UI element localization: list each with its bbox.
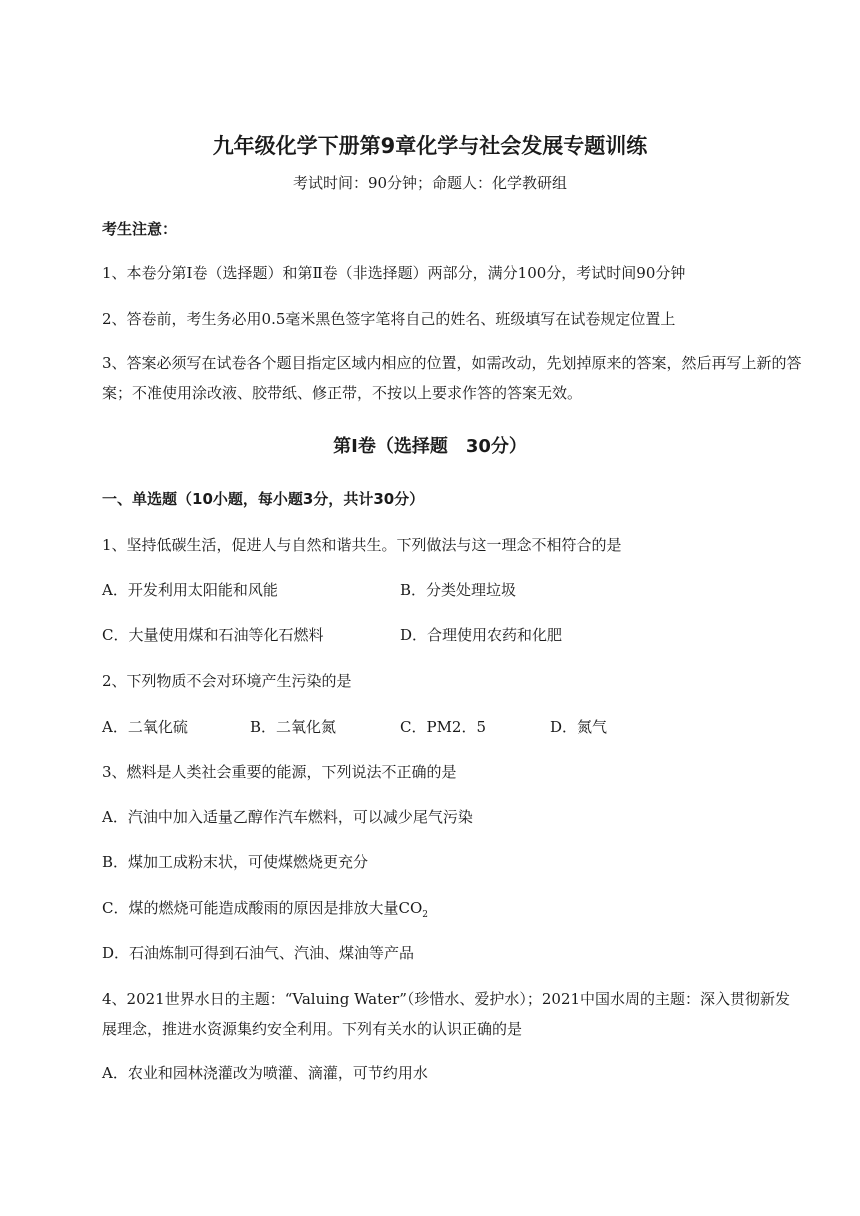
question-3-option-c-text: C．煤的燃烧可能造成酸雨的原因是排放大量CO [102, 899, 423, 917]
question-2-option-c: C．PM2．5 [400, 718, 487, 736]
co2-subscript: 2 [422, 910, 428, 920]
question-3-option-a: A．汽油中加入适量乙醇作汽车燃料，可以减少尾气污染 [102, 808, 473, 826]
question-4-stem: 4、2021世界水日的主题：“Valuing Water”（珍惜水、爱护水）；2021中国水周的主题：深入贯彻新发展理念，推进水资源集约安全利用。下列有关水的认识正确的是 [102, 990, 791, 1038]
question-2-option-a: A．二氧化硫 [102, 718, 188, 736]
question-3-stem: 3、燃料是人类社会重要的能源，下列说法不正确的是 [102, 763, 457, 781]
notice-item-1: 1、本卷分第Ⅰ卷（选择题）和第Ⅱ卷（非选择题）两部分，满分100分，考试时间90分钟 [102, 264, 686, 282]
question-1-stem: 1、坚持低碳生活，促进人与自然和谐共生。下列做法与这一理念不相符合的是 [102, 536, 622, 554]
question-1-option-a: A．开发利用太阳能和风能 [102, 581, 278, 599]
notice-item-2: 2、答卷前，考生务必用0.5毫米黑色签字笔将自己的姓名、班级填写在试卷规定位置上 [102, 310, 676, 328]
question-3-option-d: D．石油炼制可得到石油气、汽油、煤油等产品 [102, 944, 415, 962]
notice-heading: 考生注意： [102, 220, 178, 238]
question-1-option-b: B．分类处理垃圾 [400, 581, 517, 599]
question-3-option-b: B．煤加工成粉末状，可使煤燃烧更充分 [102, 853, 369, 871]
page-title: 九年级化学下册第9章化学与社会发展专题训练 [212, 134, 648, 158]
question-2-option-d: D．氮气 [550, 718, 608, 736]
notice-item-3: 3、答案必须写在试卷各个题目指定区域内相应的位置，如需改动，先划掉原来的答案，然后再写上新的答案；不准使用涂改液、胶带纸、修正带，不按以上要求作答的答案无效。 [102, 354, 802, 402]
question-4-option-a: A．农业和园林浇灌改为喷灌、滴灌，可节约用水 [102, 1064, 428, 1082]
question-2-option-b: B．二氧化氮 [250, 718, 337, 736]
part-heading: 一、单选题（10小题，每小题3分，共计30分） [102, 490, 425, 508]
section-title: 第Ⅰ卷（选择题 30分） [333, 436, 527, 457]
question-1-option-c: C．大量使用煤和石油等化石燃料 [102, 626, 324, 644]
question-2-stem: 2、下列物质不会对环境产生污染的是 [102, 672, 352, 690]
question-1-option-d: D．合理使用农药和化肥 [400, 626, 563, 644]
question-3-option-c [102, 897, 428, 926]
exam-info: 考试时间：90分钟；命题人：化学教研组 [292, 174, 568, 192]
